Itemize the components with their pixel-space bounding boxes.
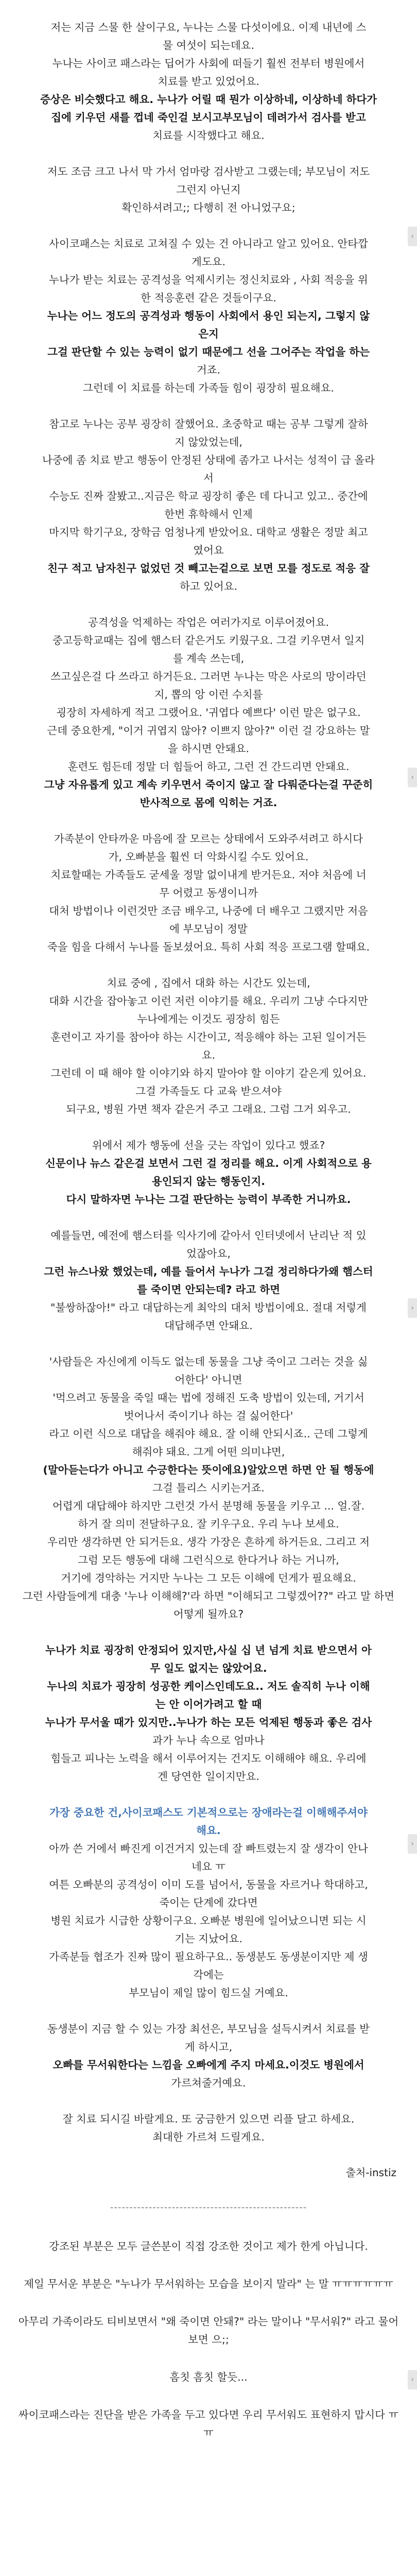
paragraph-line: 거죠.	[196, 364, 221, 376]
scroll-side-button[interactable]	[408, 768, 417, 787]
post-paragraph	[15, 1641, 402, 1786]
paragraph-line: 라고 이런 식으로 대답을 해줘야 해요. 잘 이해 안되시죠.. 근데 그렇게	[49, 1428, 368, 1440]
paragraph-line: 겐 당연한 일이지만요.	[158, 1770, 259, 1783]
paragraph-line: 중고등학교때는 집에 햄스터 같은거도 키웠구요. 그걸 키우면서 일지	[52, 634, 365, 647]
paragraph-line: 물 여섯이 되는데요.	[163, 39, 254, 52]
paragraph-line: 죽을 힘을 다해서 누나를 돌보셨어요. 특히 사회 적응 프로그램 할때요.	[47, 941, 370, 953]
paragraph-line: 아까 쓴 거에서 빠진게 이건거지 있는데 잘 빠트렸는지 잘 생각이 안나	[49, 1842, 368, 1855]
paragraph-line: 반사적으로 몸에 익히는 거죠.	[140, 796, 277, 809]
paragraph-line: 그걸 판단할 수 있는 능력이 없기 때문에그 선을 그어주는 작업을 하는	[47, 346, 370, 358]
paragraph-line: 우리만 생각하면 안 되거든요. 생각 가장은 흔하게 하거든요. 그리고 저	[47, 1536, 370, 1548]
paragraph-line: 누나가 받는 치료는 공격성을 억제시키는 정신치료와 , 사회 적응을 위	[49, 274, 368, 286]
paragraph-line: 각에는	[193, 1969, 224, 1981]
paragraph-line: 대처 방법이나 이런것만 조금 배우고, 나중에 더 배우고 그랬지만 저음	[49, 905, 368, 917]
paragraph-line: 는 안 이어가려고 할 때	[155, 1698, 262, 1710]
paragraph-line: 되구요, 병원 가면 책자 같은거 주고 그래요. 그럼 그거 외우고.	[66, 1103, 351, 1115]
paragraph-line: 근데 중요한게, "이거 귀엽지 않아? 이쁘지 않아?" 이런 걸 강요하는 말	[47, 724, 370, 737]
paragraph-line: 가, 오빠분을 훨씬 더 악화시킬 수도 있어요.	[108, 851, 309, 863]
paragraph-line: 위에서 제가 행동에 선을 긋는 작업이 있다고 했죠?	[92, 1139, 325, 1151]
paragraph-line: 게도요.	[192, 256, 225, 268]
paragraph-line: 쓰고싶은걸 다 쓰라고 하거든요. 그러면 누나는 막은 사로의 망이라던	[50, 670, 367, 683]
paragraph-line: 잘 치료 되시길 바랄게요. 또 궁금한거 있으면 리플 달고 하세요.	[62, 2113, 355, 2125]
paragraph-line: 그냥 자유롭게 있고 계속 키우면서 죽이지 않고 잘 다뤄준다는걸 꾸준히	[44, 778, 373, 791]
uploader-comment: 아무리 가족이라도 티비보면서 "왜 죽이면 안돼?" 라는 말이나 "무서워?" 라고 물어보면 으;;	[18, 2315, 399, 2346]
paragraph-line: 가족분이 안타까운 마음에 잘 모르는 상태에서 도와주셔려고 하시다	[54, 833, 363, 845]
uploader-comment: 싸이코패스라는 진단을 받은 가족을 두고 있다면 우리 무서워도 표현하지 맙시다 ㅠㅠ	[18, 2409, 399, 2439]
paragraph-line: 를 계속 쓰는데,	[172, 652, 245, 665]
post-paragraph	[15, 974, 402, 1118]
paragraph-line: 무 어렸고 동생이니까	[159, 887, 258, 899]
paragraph-line: 치료를 시작했다고 해요.	[152, 129, 265, 142]
paragraph-line: 벗어나서 죽이기나 하는 걸 싫어한다'	[124, 1410, 293, 1422]
paragraph-line: 용인되지 않는 행동인지.	[151, 1175, 266, 1188]
paragraph-line: 그런 뉴스나왔 했었는데, 예를 들어서 누나가 그걸 정리하다가왜 햄스터	[44, 1265, 373, 1278]
paragraph-line: 누나는 어느 정도의 공격성과 행동이 사회에서 용인 되는지, 그렇지 않	[47, 310, 370, 322]
paragraph-line: 지 않았었는데,	[175, 436, 242, 448]
paragraph-line: 어렵게 대답해야 하지만 그런것 가서 분명해 동물을 키우고 ... 얼.잘.	[52, 1500, 365, 1512]
paragraph-line: 를 죽이면 안되는데? 라고 하면	[136, 1283, 281, 1296]
paragraph-line: (말아듣는다가 아니고 수긍한다는 뜻이에요)알았으면 하면 안 될 행동에	[43, 1464, 374, 1476]
paragraph-line: 증상은 비슷했다고 해요. 누나가 어릴 때 뭔가 이상하네, 이상하네 하다가	[40, 93, 377, 106]
paragraph-line: 참고로 누나는 공부 굉장히 잘했어요. 초중학교 때는 공부 그렇게 잘하	[49, 418, 368, 430]
paragraph-line: 을 하시면 안돼요.	[167, 742, 250, 755]
paragraph-line: 그걸 틀리스 시키는거죠.	[152, 1482, 265, 1494]
post-paragraph	[15, 1353, 402, 1623]
post-paragraph	[15, 163, 402, 217]
paragraph-line: 해줘야 돼요. 그게 어떤 의미냐면,	[132, 1446, 285, 1458]
paragraph-line: 그런 사람들에게 대충 '누나 이해해?'라 하면 "이해되고 그렇겠어??" 라고 말 하면	[22, 1590, 395, 1602]
uploader-comment: 흠칫 흠칫 할듯...	[169, 2371, 248, 2383]
uploader-comment: 강조된 부분은 모두 글쓴분이 직접 강조한 것이고 제가 한게 아닙니다.	[49, 2240, 368, 2252]
paragraph-line: 나중에 좀 치료 받고 행동이 안정된 상태에 좀가고 나서는 성적이 급 올라	[42, 454, 375, 466]
post-paragraph	[15, 415, 402, 596]
paragraph-line: 하고 있어요.	[179, 580, 238, 592]
paragraph-line: 한 적응훈련 같은 것들이구요.	[141, 292, 276, 304]
paragraph-line: 오빠를 무서워한다는 느낌을 오빠에게 주지 마세요.이것도 병원에서	[53, 2059, 364, 2071]
paragraph-line: 확인하셔려고;; 다행히 전 아니었구요;	[121, 201, 296, 214]
chevron-right-icon: ›	[411, 232, 414, 241]
paragraph-line: 사이코패스는 치료로 고쳐질 수 있는 건 아니라고 알고 있어요. 안타깝	[49, 238, 368, 250]
post-paragraph	[15, 830, 402, 956]
chevron-right-icon: ›	[411, 773, 414, 782]
paragraph-line: 신문이나 뉴스 같은걸 보면서 그런 걸 정리를 해요. 이게 사회적으로 용	[45, 1157, 372, 1170]
paragraph-line: 은지	[198, 328, 219, 340]
chevron-right-icon: ›	[411, 1840, 414, 1848]
paragraph-line: 치료를 받고 있었어요.	[158, 75, 259, 88]
paragraph-line: 하거 잘 의미 전달하구요. 잘 키우구요. 우리 누나 보세요.	[78, 1518, 339, 1530]
scroll-side-button[interactable]	[408, 2370, 417, 2389]
paragraph-line: 무 일도 없지는 않았어요.	[150, 1662, 267, 1674]
paragraph-line: 부모님이 제일 많이 힘드실 거예요.	[129, 1987, 288, 1999]
paragraph-line: 대화 시간을 잡아놓고 이런 저런 이야기를 해요. 우리끼 그냥 수다지만	[49, 995, 368, 1007]
paragraph-line: 치료 중에 , 집에서 대화 하는 시간도 있는데,	[107, 977, 310, 989]
paragraph-line: 친구 적고 남자친구 없었던 것 빼고는겉으로 보면 모를 정도로 적응 잘	[47, 562, 370, 574]
paragraph-line: 요.	[201, 1049, 216, 1061]
paragraph-line: 다시 말하자면 누나는 그걸 판단하는 능력이 부족한 거니까요.	[66, 1193, 351, 1206]
scroll-side-button[interactable]	[408, 227, 417, 246]
paragraph-line: 가족분들 협조가 진짜 많이 필요하구요.. 동생분도 동생분이지만 제 생	[49, 1951, 368, 1963]
paragraph-line: 공격성을 억제하는 작업은 여러가지로 이루어졌어요.	[88, 616, 329, 629]
paragraph-line: 굉장히 자세하게 적고 그랬어요. '귀엽다 예쁘다' 이런 말은 없구요.	[56, 706, 361, 719]
paragraph-line: 누나는 사이코 패스라는 딥어가 사회에 떠들기 훨씬 전부터 병원에서	[52, 57, 365, 70]
post-paragraph	[15, 19, 402, 145]
paragraph-line: '사람들은 자신에게 이득도 없는데 동물을 그냥 죽이고 그러는 것을 싫	[49, 1355, 368, 1368]
paragraph-line: 예를들면, 예전에 햄스터를 익사기에 같아서 인터넷에서 난리난 적 있	[50, 1229, 367, 1242]
paragraph-line: 힘들고 피나는 노력을 해서 이루어지는 건지도 이해해야 해요. 우리에	[50, 1752, 367, 1765]
uploader-comment: 제일 무서운 부분은 "누나가 무서워하는 모습을 보이지 말라" 는 말 ㅠㅠㅠㅠㅠㅠ	[24, 2278, 393, 2290]
paragraph-line: 가르쳐줄거예요.	[171, 2077, 246, 2089]
paragraph-line: "불쌍하잖아!" 라고 대답하는게 최악의 대처 방법이에요. 절대 저렇게	[50, 1301, 367, 1314]
paragraph-line: 여튼 오빠분의 공격성이 이미 도를 넘어서, 동물을 자르거나 학대하고,	[49, 1878, 368, 1891]
chevron-right-icon: ›	[411, 1304, 414, 1312]
post-content	[15, 19, 402, 2462]
paragraph-line: 게 하시고,	[184, 2041, 233, 2053]
post-paragraph	[15, 614, 402, 812]
paragraph-line: 훈련도 힘든데 정말 더 힘들어 하고, 그런 건 간드리면 안돼요.	[67, 760, 350, 773]
paragraph-line: 누나가 치료 굉장히 안정되어 있지만,사실 십 년 넘게 치료 받으면서 아	[45, 1644, 372, 1656]
paragraph-line: 그걸 가족들도 다 교육 받으셔야	[135, 1085, 282, 1097]
section-divider: ---------------------------------------------------	[110, 2202, 307, 2213]
paragraph-line: 가장 중요한 건,사이코패스도 기본적으로는 장애라는걸 이해해주셔야	[49, 1806, 368, 1819]
paragraph-line: '먹으려고 동물을 죽일 때는 법에 정해진 도축 방법이 있는데, 거기서	[53, 1392, 364, 1404]
paragraph-line: 대답해주면 안돼요.	[164, 1319, 253, 1332]
paragraph-line: 집에 키우던 새를 껍네 죽인걸 보시고부모님이 데려가서 검사를 받고	[51, 111, 366, 124]
paragraph-line: 지, 뽑의 앙 이런 수치를	[154, 688, 263, 701]
scroll-side-button[interactable]	[408, 1834, 417, 1854]
paragraph-line: 마지막 학기구요, 장학금 엄청나게 받았어요. 대학교 생활은 정말 최고	[49, 526, 368, 538]
paragraph-line: 과가 누나 속으로 엄마나	[152, 1734, 265, 1747]
source-credit: 출처-instiz	[345, 2166, 396, 2179]
paragraph-line: 서	[203, 472, 214, 484]
paragraph-line: 거기에 경악하는 거지만 누나는 그 모든 이해에 던게가 필요해요.	[61, 1572, 356, 1584]
paragraph-line: 해요.	[196, 1824, 221, 1837]
paragraph-line: 저는 지금 스물 한 살이구요, 누나는 스물 다섯이에요. 이제 내년에 스	[50, 21, 367, 33]
paragraph-line: 치료할때는 가족들도 굳세울 정말 없이내게 받거든요. 저야 처음에 너	[50, 869, 367, 881]
scroll-side-button[interactable]	[408, 1298, 417, 1318]
paragraph-line: 누나의 치료가 굉장히 성공한 케이스인데도요.. 저도 솔직히 누나 이해	[47, 1680, 370, 1692]
paragraph-line: 누나가 무서울 때가 있지만..누나가 하는 모든 억제된 행동과 좋은 검사	[45, 1716, 372, 1728]
paragraph-line: 한번 휴학해서 인제	[164, 508, 253, 520]
paragraph-line: 그런데 이 치료를 하는데 가족들 힘이 굉장히 필요해요.	[83, 382, 334, 394]
paragraph-line: 최대한 가르쳐 드릴게요.	[152, 2131, 265, 2143]
paragraph-line: 어한다' 아니면	[175, 1374, 242, 1386]
paragraph-line: 그런지 아닌지	[176, 183, 241, 196]
paragraph-line: 저도 조금 크고 나서 막 가서 엄마랑 검사받고 그랬는데; 부모님이 저도	[47, 165, 370, 178]
paragraph-line: 동생분이 지금 할 수 있는 가장 최선은, 부모님을 설득시켜서 치료를 받	[47, 2023, 370, 2035]
post-paragraph	[15, 1137, 402, 1209]
paragraph-line: 였어요	[193, 544, 224, 556]
post-paragraph	[15, 235, 402, 397]
paragraph-line: 었잖아요,	[186, 1247, 231, 1260]
post-paragraph	[15, 2110, 402, 2146]
paragraph-line: 그런데 이 때 해야 할 이야기와 하지 말아야 할 이야기 같은게 있어요.	[50, 1067, 367, 1079]
paragraph-line: 죽이는 단계에 갔다면	[159, 1896, 258, 1909]
paragraph-line: 훈련이고 자기를 참아야 하는 시간이고, 적응해야 하는 고된 일이거든	[50, 1031, 367, 1043]
chevron-right-icon: ›	[411, 2376, 414, 2384]
post-paragraph	[15, 1804, 402, 2002]
paragraph-line: 네요 ㅠ	[192, 1860, 225, 1873]
paragraph-line: 에 부모님이 정말	[169, 923, 248, 935]
post-paragraph	[15, 2020, 402, 2092]
paragraph-line: 병원 치료가 시급한 상황이구요. 오빠분 병원에 일어났으니면 되는 시	[50, 1914, 367, 1927]
post-paragraph	[15, 1227, 402, 1335]
paragraph-line: 수능도 진짜 잘봤고..지금은 학교 굉장히 좋은 데 다니고 있고.. 중간에	[49, 490, 368, 502]
paragraph-line: 어떻게 될까요?	[173, 1608, 244, 1620]
paragraph-line: 그럼 모든 행동에 대해 그런식으로 한다거나 하는 거니까,	[78, 1554, 339, 1566]
paragraph-line: 누나에게는 이것도 굉장히 힘든	[137, 1013, 280, 1025]
paragraph-line: 기는 지났어요.	[175, 1933, 242, 1945]
